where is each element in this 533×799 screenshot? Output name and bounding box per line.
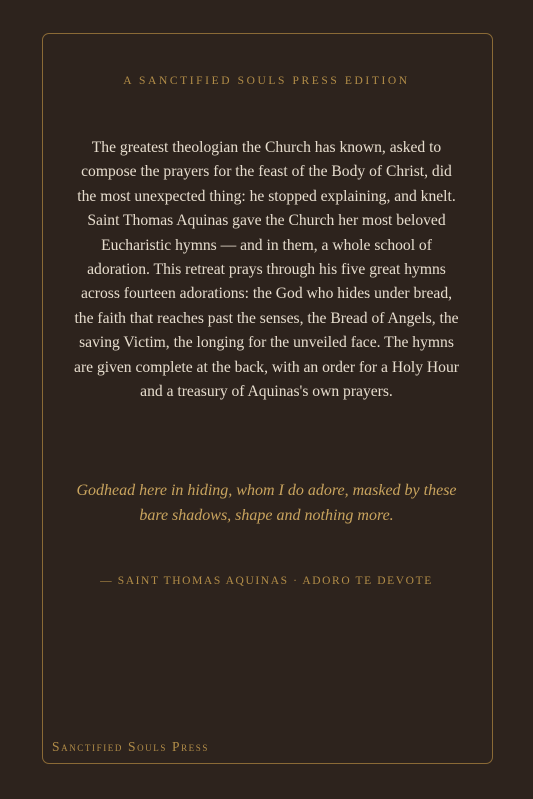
quote-attribution: — SAINT THOMAS AQUINAS · ADORO TE DEVOTE (100, 575, 433, 587)
publisher-imprint: Sanctified Souls Press (52, 739, 209, 754)
edition-label: A SANCTIFIED SOULS PRESS EDITION (123, 75, 410, 87)
back-cover-blurb: The greatest theologian the Church has known, asked to compose the prayers for the feast of the Body of Christ, did the most unexpected thing: he stopped explaining, and knelt. Saint Thomas Aquinas gave the Church her most beloved Eucharistic hymns — and in them, a whole school of adoration. This retreat prays through his five great hymns across fourteen adorations: the God who hides under bread, the faith that reaches past the senses, the Bread of Angels, the saving Victim, the longing for the unveiled face. The hymns are given complete at the back, with an order for a Holy Hour and a treasury of Aquinas's own prayers. (74, 139, 459, 401)
hymn-quote: Godhead here in hiding, whom I do adore, masked by these bare shadows, shape and nothing more. (76, 482, 457, 524)
